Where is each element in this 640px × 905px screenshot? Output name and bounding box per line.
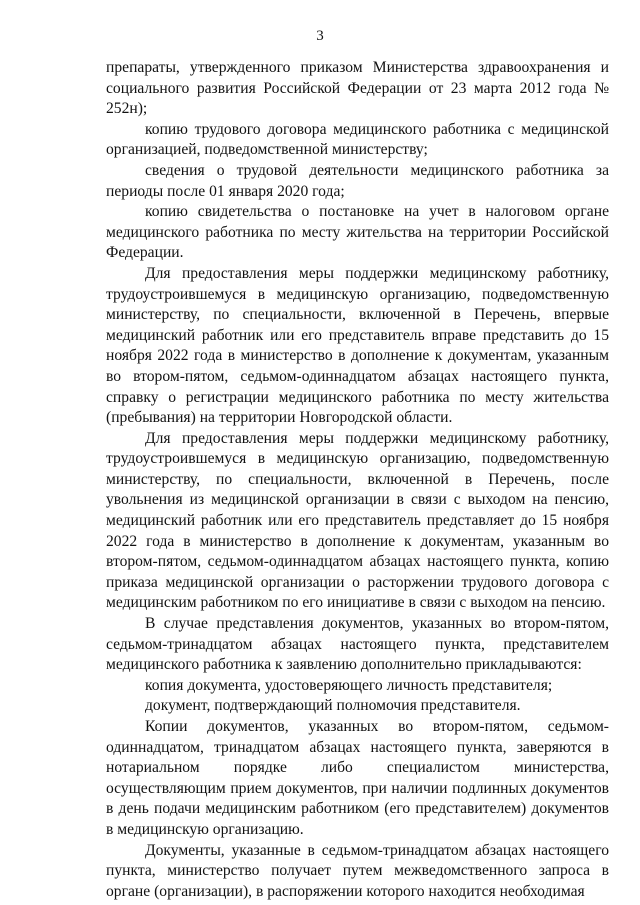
paragraph-work-history: сведения о трудовой деятельности медицинского работника за периоды после 01 января 2020 года; [106,161,609,200]
paragraph-notarized-copies: Копии документов, указанных во втором-пятом, седьмом-одиннадцатом, тринадцатом абзацах настоящего пункта, заверяются в нотариальном порядке либо специалистом министерства, осуществляющим прием документов, при наличии подлинных документов в день подачи медицинским работником (его представителем) документов в медицинскую организацию. [106,718,609,838]
paragraph-interagency-request: Документы, указанные в седьмом-тринадцатом абзацах настоящего пункта, министерство получает путем межведомственного запроса в органе (организации), в распоряжении которого находится необходимая [106,841,609,900]
paragraph-employment-contract: копию трудового договора медицинского работника с медицинской организацией, подведомственной министерству; [106,120,609,159]
paragraph-authority-document: документ, подтверждающий полномочия представителя. [145,697,521,715]
paragraph-identity-document: копия документа, удостоверяющего личность представителя; [145,676,553,694]
document-body [106,58,609,902]
paragraph-continuation: препараты, утвержденного приказом Министерства здравоохранения и социального развития Российской Федерации от 23 марта 2012 года № 252н); [106,59,609,118]
paragraph-retired-worker: Для предоставления меры поддержки медицинскому работнику, трудоустроившемуся в медицинскую организацию, подведомственную министерству, по специальности, включенной в Перечень, после увольнения из медицинской организации в связи с выходом на пенсию, медицинский работник или его представитель представляет до 15 ноября 2022 года в министерство в дополнение к документам, указанным во втором-пятом, седьмом-одиннадцатом абзацах настоящего пункта, копию приказа медицинской организации о расторжении трудового договора с медицинским работником по его инициативе в связи с выходом на пенсию. [106,429,609,612]
paragraph-first-time-worker: Для предоставления меры поддержки медицинскому работнику, трудоустроившемуся в медицинскую организацию, подведомственную министерству, по специальности, включенной в Перечень, впервые медицинский работник или его представитель вправе представить до 15 ноября 2022 года в министерство в дополнение к документам, указанным во втором-пятом, седьмом-одиннадцатом абзацах настоящего пункта, справку о регистрации медицинского работника по месту жительства (пребывания) на территории Новгородской области. [106,264,609,427]
paragraph-representative: В случае представления документов, указанных во втором-пятом, седьмом-тринадцатом абзацах настоящего пункта, представителем медицинского работника к заявлению дополнительно прикладываются: [106,615,609,674]
page-number: 3 [316,28,324,44]
paragraph-tax-certificate: копию свидетельства о постановке на учет в налоговом органе медицинского работника по месту жительства на территории Российской Федерации. [106,203,609,262]
